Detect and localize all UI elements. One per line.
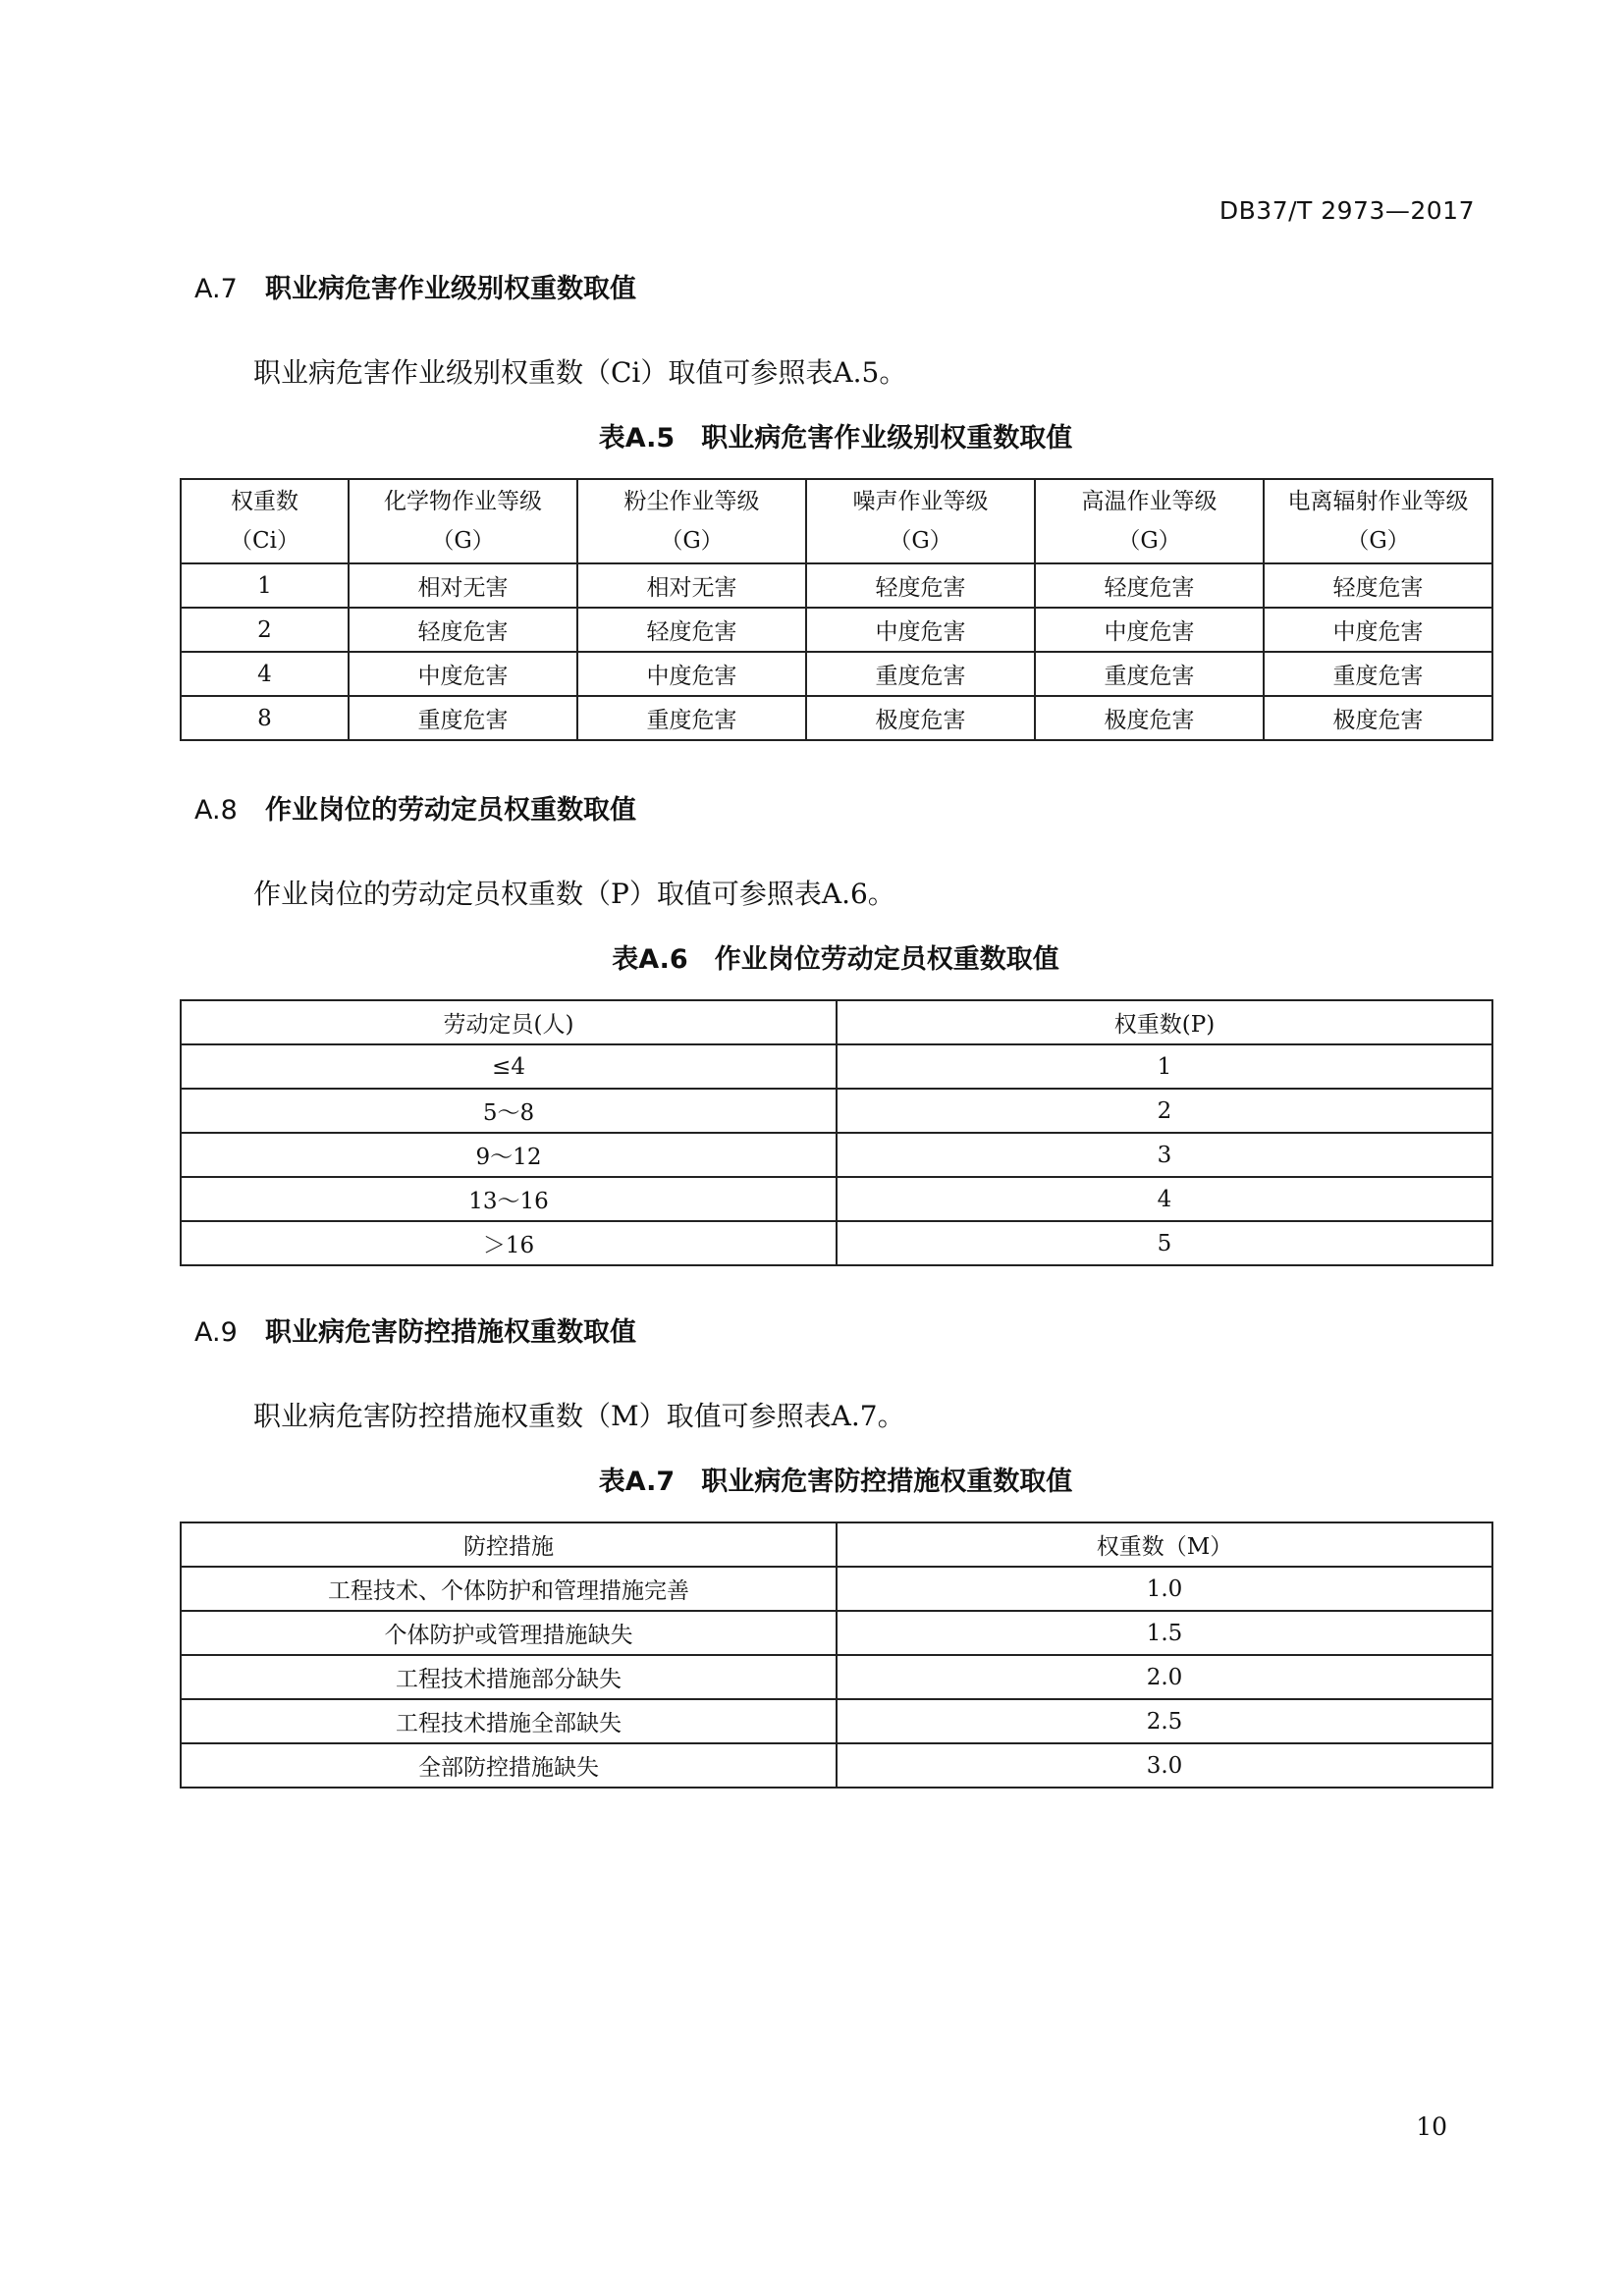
table-cell: 工程技术措施全部缺失 — [181, 1699, 837, 1743]
table-cell: 4 — [837, 1177, 1492, 1221]
section-paragraph-a9: 职业病危害防控措施权重数（M）取值可参照表A.7。 — [253, 1400, 905, 1432]
table-cell: ＞16 — [181, 1221, 837, 1265]
table-row — [181, 1089, 1492, 1133]
table-cell: 3.0 — [837, 1743, 1492, 1788]
table-cell: 极度危害 — [806, 696, 1035, 740]
table-header-row — [181, 1000, 1492, 1044]
table-cell: 1.0 — [837, 1567, 1492, 1611]
section-paragraph-a7: 职业病危害作业级别权重数（Ci）取值可参照表A.5。 — [253, 356, 907, 389]
table-cell: 工程技术、个体防护和管理措施完善 — [181, 1567, 837, 1611]
table-a5 — [180, 478, 1493, 741]
section-number: A.7 — [194, 274, 238, 304]
table-cell: 相对无害 — [349, 563, 577, 608]
table-row — [181, 1699, 1492, 1743]
table-cell: 相对无害 — [577, 563, 806, 608]
header-cell: 噪声作业等级 （G） — [806, 479, 1035, 563]
table-cell: 5 — [837, 1221, 1492, 1265]
table-row — [181, 696, 1492, 740]
header-cell: 电离辐射作业等级 （G） — [1264, 479, 1492, 563]
table-row — [181, 1177, 1492, 1221]
section-heading-a9 — [194, 1310, 636, 1349]
header-cell: 权重数（M） — [837, 1522, 1492, 1567]
table-row — [181, 1567, 1492, 1611]
table-cell: 中度危害 — [349, 652, 577, 696]
table-cell: 轻度危害 — [1035, 563, 1264, 608]
table-cell: 1.5 — [837, 1611, 1492, 1655]
header-cell: 权重数 （Ci） — [181, 479, 349, 563]
table-cell: 重度危害 — [1035, 652, 1264, 696]
table-caption-a5: 表A.5 职业病危害作业级别权重数取值 — [598, 423, 1073, 454]
section-title: 职业病危害作业级别权重数取值 — [265, 274, 636, 304]
table-cell: 中度危害 — [1264, 608, 1492, 652]
table-row — [181, 1611, 1492, 1655]
header-cell: 劳动定员(人) — [181, 1000, 837, 1044]
table-cell: 轻度危害 — [806, 563, 1035, 608]
table-row — [181, 1044, 1492, 1089]
table-caption-a6: 表A.6 作业岗位劳动定员权重数取值 — [612, 944, 1059, 975]
table-cell: 极度危害 — [1035, 696, 1264, 740]
section-heading-a7 — [194, 267, 636, 305]
section-number: A.8 — [194, 795, 238, 826]
table-cell: 重度危害 — [806, 652, 1035, 696]
table-row — [181, 1743, 1492, 1788]
header-cell: 化学物作业等级 （G） — [349, 479, 577, 563]
table-cell: 5～8 — [181, 1089, 837, 1133]
table-cell: 2.5 — [837, 1699, 1492, 1743]
table-cell: 中度危害 — [577, 652, 806, 696]
table-cell: 中度危害 — [806, 608, 1035, 652]
table-cell: 2 — [181, 608, 349, 652]
table-cell: 工程技术措施部分缺失 — [181, 1655, 837, 1699]
table-cell: 极度危害 — [1264, 696, 1492, 740]
section-title: 职业病危害防控措施权重数取值 — [265, 1317, 636, 1348]
table-cell: 轻度危害 — [349, 608, 577, 652]
section-number: A.9 — [194, 1317, 238, 1348]
table-row — [181, 1133, 1492, 1177]
header-cell: 粉尘作业等级 （G） — [577, 479, 806, 563]
table-cell: 重度危害 — [349, 696, 577, 740]
section-heading-a8 — [194, 788, 636, 827]
header-cell: 高温作业等级 （G） — [1035, 479, 1264, 563]
table-cell: ≤4 — [181, 1044, 837, 1089]
table-row — [181, 563, 1492, 608]
table-row — [181, 608, 1492, 652]
table-caption-a7: 表A.7 职业病危害防控措施权重数取值 — [598, 1467, 1073, 1497]
table-cell: 4 — [181, 652, 349, 696]
table-cell: 2 — [837, 1089, 1492, 1133]
table-row — [181, 652, 1492, 696]
table-cell: 重度危害 — [1264, 652, 1492, 696]
table-a7 — [180, 1522, 1493, 1789]
table-cell: 全部防控措施缺失 — [181, 1743, 837, 1788]
document-code: DB37/T 2973—2017 — [1218, 196, 1475, 225]
table-cell: 1 — [181, 563, 349, 608]
table-cell: 9～12 — [181, 1133, 837, 1177]
table-a6 — [180, 999, 1493, 1266]
table-cell: 个体防护或管理措施缺失 — [181, 1611, 837, 1655]
table-header-row — [181, 479, 1492, 563]
header-cell: 防控措施 — [181, 1522, 837, 1567]
section-title: 作业岗位的劳动定员权重数取值 — [265, 795, 636, 826]
table-cell: 13～16 — [181, 1177, 837, 1221]
table-cell: 3 — [837, 1133, 1492, 1177]
table-header-row — [181, 1522, 1492, 1567]
header-cell: 权重数(P) — [837, 1000, 1492, 1044]
page-number: 10 — [1416, 2112, 1447, 2141]
section-paragraph-a8: 作业岗位的劳动定员权重数（P）取值可参照表A.6。 — [253, 878, 895, 910]
table-cell: 1 — [837, 1044, 1492, 1089]
table-cell: 中度危害 — [1035, 608, 1264, 652]
table-cell: 轻度危害 — [577, 608, 806, 652]
table-cell: 8 — [181, 696, 349, 740]
table-row — [181, 1655, 1492, 1699]
table-cell: 重度危害 — [577, 696, 806, 740]
table-cell: 轻度危害 — [1264, 563, 1492, 608]
table-row — [181, 1221, 1492, 1265]
table-cell: 2.0 — [837, 1655, 1492, 1699]
